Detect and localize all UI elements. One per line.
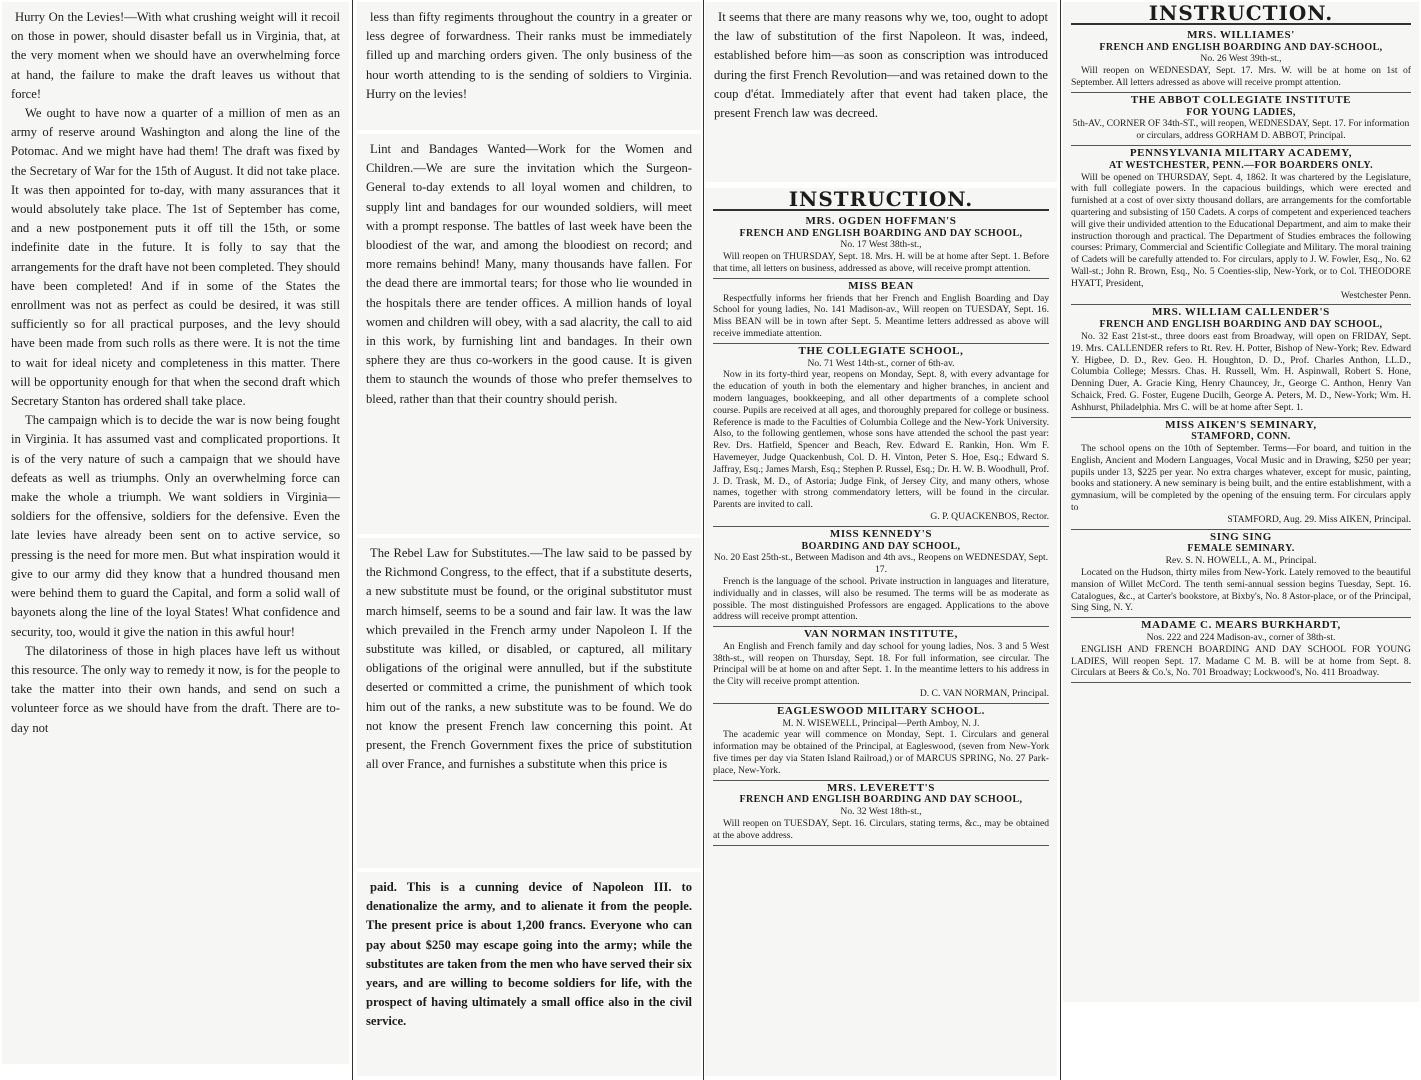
ad-body: Respectfully informs her friends that her French and English Boarding and Day School for young ladies, No. 141 Madison-av., Will reopen on TUESDAY, Sept. 16. Miss BEAN will be in town after Sept. 5. Meantime letters addressed as above will receive immediate attention.	[713, 292, 1049, 339]
advertisement	[713, 279, 1049, 344]
ad-heading: PENNSYLVANIA MILITARY ACADEMY,	[1129, 146, 1353, 159]
advertisement	[713, 704, 1049, 781]
paragraph: less than fifty regiments throughout the country in a greater or less degree of forwardness. Their ranks must be immediately filled up and marching orders given. The only business of the hour worth attending to is the sending of soldiers to Virginia. Hurry on the levies!	[366, 10, 692, 101]
ad-heading: MRS. OGDEN HOFFMAN'S	[805, 214, 957, 227]
clipping-rebel-law-substitutes	[357, 538, 701, 868]
ad-subheading: BOARDING AND DAY SCHOOL,	[801, 540, 961, 552]
ad-address: No. 17 West 38th-st.,	[840, 239, 922, 251]
paragraph: Lint and Bandages Wanted—Work for the Women and Children.—We are sure the invitation which the Surgeon-General to-day extends to all loyal women and children, to supply lint and bandages for our wounded soldiers, will meet with a prompt response. The battles of last week have been the bloodiest of the war, and among the bloodiest on record; and more remains behind! Many, many thousands have fallen. For the dead there are immortal tears; for those who lie wounded in the hospitals there are tender offices. A million hands of loyal women and children will obey, with a sad alacrity, the call to aid in this work, by furnishing lint and bandages. In their own sphere they are thus co-workers in the good cause. It is given them to staunch the wounds of those who prefer themselves to bleed, rather than that their country should perish.	[366, 142, 692, 406]
paragraph: paid. This is a cunning device of Napoleon III. to denationalize the army, and to alienate it from the people. The present price is about 1,200 francs. Everyone who can pay about $250 may escape going into the army; while the substitutes are taken from the men who have served their six years, and are willing to become soldiers for life, with the prospect of having ultimately a small office also in the civil service.	[366, 880, 692, 1029]
column-rule	[1060, 0, 1061, 1080]
advertisement	[713, 627, 1049, 704]
ad-body: The academic year will commence on Monday, Sept. 1. Circulars and general information may be obtained of the Principal, at Eagleswood, (seven from New-York five times per day via Staten Island Railroad,) or of MARCUS SPRING, No. 27 Park-place, New-York.	[713, 729, 1049, 776]
section-title: INSTRUCTION.	[713, 188, 1049, 211]
article-rebel-law-substitutes	[357, 538, 701, 774]
paragraph: The Rebel Law for Substitutes.—The law said to be passed by the Richmond Congress, to the effect, that if a substitute deserts, a new substitute must be found, or the original substitutor must march himself, seems to be a sound and fair law. It was the law which prevailed in the French army under Napoleon I. If the substitute was killed, or disabled, or captured, all military obligations of the original were annulled, but if the substitute deserted or committed a crime, the punishment of which took him out of the ranks, a new substitute was to be found. We do not know the present French law concerning this point. At present, the French Government fixes the price of substitution all over France, and furnishes a substitute when this price is	[366, 546, 692, 772]
clipping-hurry-on-the-levies	[2, 2, 349, 1064]
ads-column-right	[1063, 2, 1419, 683]
ad-signature: G. P. QUACKENBOS, Rector.	[930, 510, 1049, 522]
advertisement	[713, 214, 1049, 279]
paragraph: Hurry On the Levies!—With what crushing weight will it recoil on those in power, should disaster befall us in Virginia, that, at the very moment when we should have an overwhelming force at hand, the failure to make the draft leaves us without that force!	[11, 10, 340, 101]
ad-subheading: AT WESTCHESTER, PENN.—FOR BOARDERS ONLY.	[1109, 159, 1373, 171]
ad-subheading: FRENCH AND ENGLISH BOARDING AND DAY-SCHOOL,	[1099, 41, 1383, 53]
advertisement	[1071, 618, 1411, 683]
ad-signature: STAMFORD, Aug. 29. Miss AIKEN, Principal.	[1227, 513, 1411, 525]
advertisement	[713, 344, 1049, 527]
advertisement	[713, 527, 1049, 627]
advertisement	[1071, 28, 1411, 93]
ad-address: 5th-AV., CORNER OF 34th-ST., will reopen, WEDNESDAY, Sept. 17. For information or circulars, address GORHAM D. ABBOT, Principal.	[1072, 118, 1410, 142]
ad-subheading: FRENCH AND ENGLISH BOARDING AND DAY SCHOOL,	[739, 794, 1023, 806]
paragraph: The dilatoriness of those in high places have left us without this resource. The only way to remedy it now, is for the people to take the matter into their own hands, and send on such a volunteer force as we should have from the draft. There are to-day not	[11, 643, 340, 735]
ad-heading: MADAME C. MEARS BURKHARDT,	[1141, 619, 1341, 632]
ad-subheading: FOR YOUNG LADIES,	[1186, 106, 1296, 118]
article-lint-and-bandages	[357, 134, 701, 409]
advertisement	[1071, 530, 1411, 619]
clipping-napoleon-law	[705, 2, 1057, 182]
advertisement	[1071, 418, 1411, 530]
ad-address: No. 71 West 14th-st., corner of 6th-av.	[807, 357, 955, 369]
advertisement	[1071, 93, 1411, 146]
ad-heading: MRS. WILLIAMES'	[1187, 28, 1295, 41]
ad-body: French is the language of the school. Private instruction in languages and literature, individually and in classes, will also be resumed. The terms will be as moderate as possible. The most distinguished Professors are engaged. Applications to the above address will receive prompt attention.	[713, 575, 1049, 623]
advertisement	[713, 781, 1049, 846]
ad-body: An English and French family and day school for young ladies, Nos. 3 and 5 West 38th-st., will reopen on Thursday, Sept. 18. For full information, see circular. The Principal will be at home on and after Sept. 1. In the meantime letters to his address in the City will receive prompt attention.	[713, 640, 1049, 688]
clipping-instruction-ads-left	[705, 188, 1057, 1076]
paragraph: We ought to have now a quarter of a million of men as an army of reserve around Washington and along the line of the Potomac. And we might have had them! The draft was fixed by the Secretary of War for the 15th of August. It did not take place. It was then appointed for to-day, with many assurances that it would absolutely take place. The 1st of September has come, and a new postponement puts it off till the 15th, or some indefinite date in the future. It is folly to say that the arrangements for the draft have not been completed. They should have been completed! And if in some of the States the enrollment was not as perfect as could be desired, it was still sufficiently so for all practical purposes, and the levy should have been made from such rolls as there were. It is not the time to wait for ideal nicety and completeness in this matter. There will be opportunity enough for that when the second draft which Secretary Stanton has ordered shall take place.	[11, 106, 340, 409]
clipping-levies-continued	[357, 2, 701, 130]
ad-heading: SING SING	[1210, 530, 1272, 543]
ad-subheading: STAMFORD, CONN.	[1191, 431, 1291, 443]
ad-body: Located on the Hudson, thirty miles from New-York. Lately removed to the beautiful mansion of Willet McCord. The tenth semi-annual session begins Tuesday, Sept. 16. Catalogues, &c., at Carter's bookstore, at Bixby's, No. 8 Astor-place, or of the Principal, Sing Sing, N. Y.	[1071, 567, 1411, 614]
column-rule	[352, 0, 353, 1080]
ad-signature: Westchester Penn.	[1340, 289, 1411, 301]
ad-heading: MRS. WILLIAM CALLENDER'S	[1152, 306, 1330, 319]
ad-body: The school opens on the 10th of September. Terms—For board, and tuition in the English, Ancient and Modern Languages, Vocal Music and in Drawing, $250 per year; pupils under 13, $225 per year. No extra charges whatever, except for music, painting, books and stationery. A new seminary is being built, and the entire establishment, with a gymnasium, will be completed by the opening of the ensuing term. For circulars apply to	[1071, 443, 1411, 514]
ad-heading: MISS KENNEDY'S	[829, 527, 933, 540]
clipping-lint-and-bandages	[357, 134, 701, 534]
paragraph: It seems that there are many reasons why we, too, ought to adopt the law of substitution of the first Napoleon. It was, indeed, established before him—as soon as conscription was introduced during the first French Revolution—and was retained down to the coup d'état. Immediately after that event had taken place, the present French law was decreed.	[714, 10, 1048, 121]
ad-heading: MISS BEAN	[848, 279, 914, 292]
ad-heading: THE COLLEGIATE SCHOOL,	[798, 344, 964, 357]
article-column-1	[2, 2, 349, 738]
advertisement	[1071, 305, 1411, 417]
ad-subheading: FRENCH AND ENGLISH BOARDING AND DAY SCHOOL,	[739, 227, 1023, 239]
article-substitutes-continued	[357, 872, 701, 1032]
ad-signature: D. C. VAN NORMAN, Principal.	[919, 688, 1049, 700]
section-title: INSTRUCTION.	[1071, 2, 1411, 25]
ad-body: ENGLISH AND FRENCH BOARDING AND DAY SCHOOL FOR YOUNG LADIES, Will reopen Sept. 17. Madame C M. B. will be at home from Sept. 8. Circulars at Beers & Co.'s, No. 701 Broadway; Lockwood's, No. 411 Broadway.	[1071, 643, 1411, 679]
ad-address: No. 32 West 18th-st.,	[840, 806, 922, 818]
ad-subheading: FEMALE SEMINARY.	[1187, 543, 1295, 555]
ads-column-left	[705, 188, 1057, 846]
ad-body: Will reopen on THURSDAY, Sept. 18. Mrs. H. will be at home after Sept. 1. Before that time, all letters on business, addressed as above, will receive prompt attention.	[713, 251, 1049, 274]
article-napoleon-law	[705, 2, 1057, 123]
ad-heading: MRS. LEVERETT'S	[826, 781, 936, 794]
ad-heading: EAGLESWOOD MILITARY SCHOOL.	[776, 704, 986, 717]
ad-address: Nos. 222 and 224 Madison-av., corner of 38th-st.	[1146, 632, 1336, 644]
ad-address: M. N. WISEWELL, Principal—Perth Amboy, N. J.	[782, 717, 980, 729]
ad-heading: THE ABBOT COLLEGIATE INSTITUTE	[1130, 93, 1352, 106]
ad-subheading: FRENCH AND ENGLISH BOARDING AND DAY SCHOOL,	[1099, 319, 1383, 331]
article-levies-continued	[357, 2, 701, 104]
ad-heading: VAN NORMAN INSTITUTE,	[804, 628, 958, 641]
ad-body: Will reopen on WEDNESDAY, Sept. 17. Mrs. W. will be at home on 1st of September. All letters adressed as above will receive prompt attention.	[1071, 65, 1411, 88]
ad-address: Rev. S. N. HOWELL, A. M., Principal.	[1165, 555, 1317, 567]
ad-body: Now in its forty-third year, reopens on Monday, Sept. 8, with every advantage for the education of youth in both the elementary and higher branches, in ancient and modern languages, bookkeeping, and all other departments of a complete school course. Pupils are received at all ages, and thoroughly prepared for college or business. Reference is made to the Faculties of Columbia College and the New-York University. Also, to the following gentlemen, whose sons have attended the school the past year: Rev. Drs. Hatfield, Spencer and Beach, Rev. Edward E. Rankin, Hon. Wm F. Havemeyer, Judge Quackenbush, Col. D. H. Vinton, Peter S. Hoe, Esq.; Edward S. Jaffray, Esq.; James Marsh, Esq.; Stephen P. Russel, Esq.; Dr. H. W. B. Woodhull, Prof. J. D. Trask, M. D., of Astoria; Judge Fink, of Jersey City, and many others, whose names, together with strong commendatory letters, will be found in the circular. Parents are invited to call.	[713, 369, 1049, 511]
paragraph: The campaign which is to decide the war is now being fought in Virginia. It has assumed vast and complicated proportions. It is of the very nature of such a campaign that we should have defeats as well as triumphs. Only an overwhelming force can make the whole a triumph. We want soldiers in Virginia—soldiers for the offensive, soldiers for the defensive. Even the late levies have already been sent on to active service, so pressing is the need for more men. But what inspiration would it give to our army did they know that a hundred thousand men were behind them to guard the Capital, and form a solid wall of bayonets along the line of the loyal States! What confidence and security, too, would it give the nation in this awful hour!	[11, 413, 340, 639]
clipping-instruction-ads-right	[1063, 2, 1419, 1002]
advertisement	[1071, 146, 1411, 305]
ad-heading: MISS AIKEN'S SEMINARY,	[1165, 418, 1317, 431]
ad-address: No. 26 West 39th-st.,	[1200, 53, 1282, 65]
ad-body: No. 32 East 21st-st., three doors east from Broadway, will open on FRIDAY, Sept. 19. Mrs. CALLENDER refers to Rt. Rev. H. Potter, Bishop of New-York; Rev. Edward Y. Higbee, D. D., Rev. Geo. H. Houghton, D. D., Prof. Charles Anthon, LL.D., Columbia College; Messrs. Chas. H. Russell, Wm. H. Aspinwall, Robert S. Hone, Denning Duer, A. Gracie King, Henry Chauncey, Jr., George C. Anthon, Henry Van Schaick, Fred. G. Foster, Eugene Ducilh, George A. Peters, M. D., New-York; Wm. H. Ashhurst, Philadelphia. Mrs C. will be at home after Sept. 1.	[1071, 330, 1411, 413]
column-rule	[703, 0, 704, 1080]
ad-body: Will reopen on TUESDAY, Sept. 16. Circulars, stating terms, &c., may be obtained at the above address.	[713, 818, 1049, 841]
ad-body: Will be opened on THURSDAY, Sept. 4, 1862. It was chartered by the Legislature, with full collegiate powers. In the capacious buildings, which were erected and furnished at a cost of over sixty thousand dollars, are arrangements for the comfortable quartering and subsisting of 150 Cadets. A corps of competent and experienced teachers will give their undivided attention to the Educational Department, and aim to make their instruction thorough and practical. The Department of Studies embraces the following courses: Primary, Commercial and Scientific Collegiate and Military. The moral training of Cadets will be carefully attended to. For circulars, apply to J. W. Fowler, Esq., No. 62 Wall-st.; John R. Brown, Esq., No. 5 Coenties-slip, New-York, or to Col. THEODORE HYATT, President,	[1071, 171, 1411, 289]
clipping-substitutes-continued	[357, 872, 701, 1076]
ad-address: No. 20 East 25th-st., Between Madison and 4th avs., Reopens on WEDNESDAY, Sept. 17.	[713, 552, 1049, 576]
